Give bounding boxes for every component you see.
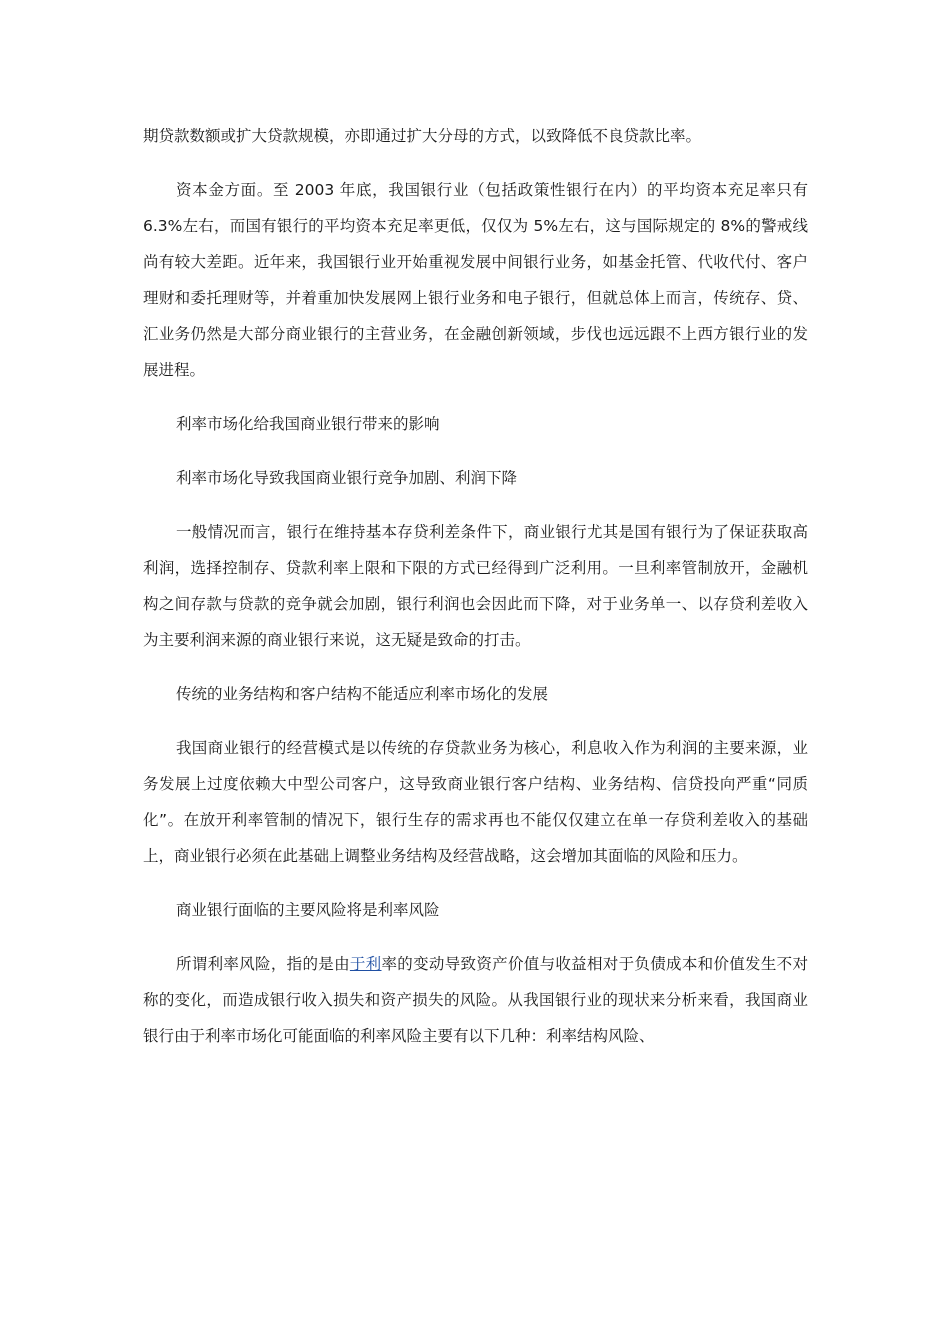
paragraph-structure: 我国商业银行的经营模式是以传统的存贷款业务为核心，利息收入作为利润的主要来源，业务发展上过度依赖大中型公司客户，这导致商业银行客户结构、业务结构、信贷投向严重“同质化”。在放开利率管制的情况下，银行生存的需求再也不能仅仅建立在单一存贷利差收入的基础上，商业银行必须在此基础上调整业务结构及经营战略，这会增加其面临的风险和压力。 [143,739,808,865]
paragraph-capital: 资本金方面。至 2003 年底，我国银行业（包括政策性银行在内）的平均资本充足率只有 6.3%左右，而国有银行的平均资本充足率更低，仅仅为 5%左右，这与国际规定的 8%的警戒线尚有较大差距。近年来，我国银行业开始重视发展中间银行业务，如基金托管、代收代付、客户理财和委托理财等，并着重加快发展网上银行业务和电子银行，但就总体上而言，传统存、贷、汇业务仍然是大部分商业银行的主营业务，在金融创新领域，步伐也远远跟不上西方银行业的发展进程。 [143,181,808,379]
section-heading-competition: 利率市场化导致我国商业银行竞争加剧、利润下降 [176,469,518,487]
paragraph-competition: 一般情况而言，银行在维持基本存贷利差条件下，商业银行尤其是国有银行为了保证获取高利润，选择控制存、贷款利率上限和下限的方式已经得到广泛利用。一旦利率管制放开，金融机构之间存款与贷款的竞争就会加剧，银行利润也会因此而下降，对于业务单一、以存贷利差收入为主要利润来源的商业银行来说，这无疑是致命的打击。 [143,523,808,649]
section-heading-structure: 传统的业务结构和客户结构不能适应利率市场化的发展 [176,685,549,703]
paragraph-risk [143,946,808,1054]
document-body [143,118,808,1072]
paragraph-loan-ratio: 期贷款数额或扩大贷款规模，亦即通过扩大分母的方式，以致降低不良贷款比率。 [143,127,702,145]
section-heading-risk: 商业银行面临的主要风险将是利率风险 [176,901,440,919]
risk-text-start: 所谓利率风险，指的是由 [176,955,350,973]
hyperlink-yuli[interactable]: 于利 [349,955,382,973]
risk-text-rest: 率的变动导致资产价值与收益相对于负债成本和价值发生不对称的变化，而造成银行收入损失和资产损失的风险。从我国银行业的现状来分析来看，我国商业银行由于利率市场化可能面临的利率风险主要有以下几种：利率结构风险、 [143,955,808,1045]
section-heading-impact: 利率市场化给我国商业银行带来的影响 [176,415,440,433]
